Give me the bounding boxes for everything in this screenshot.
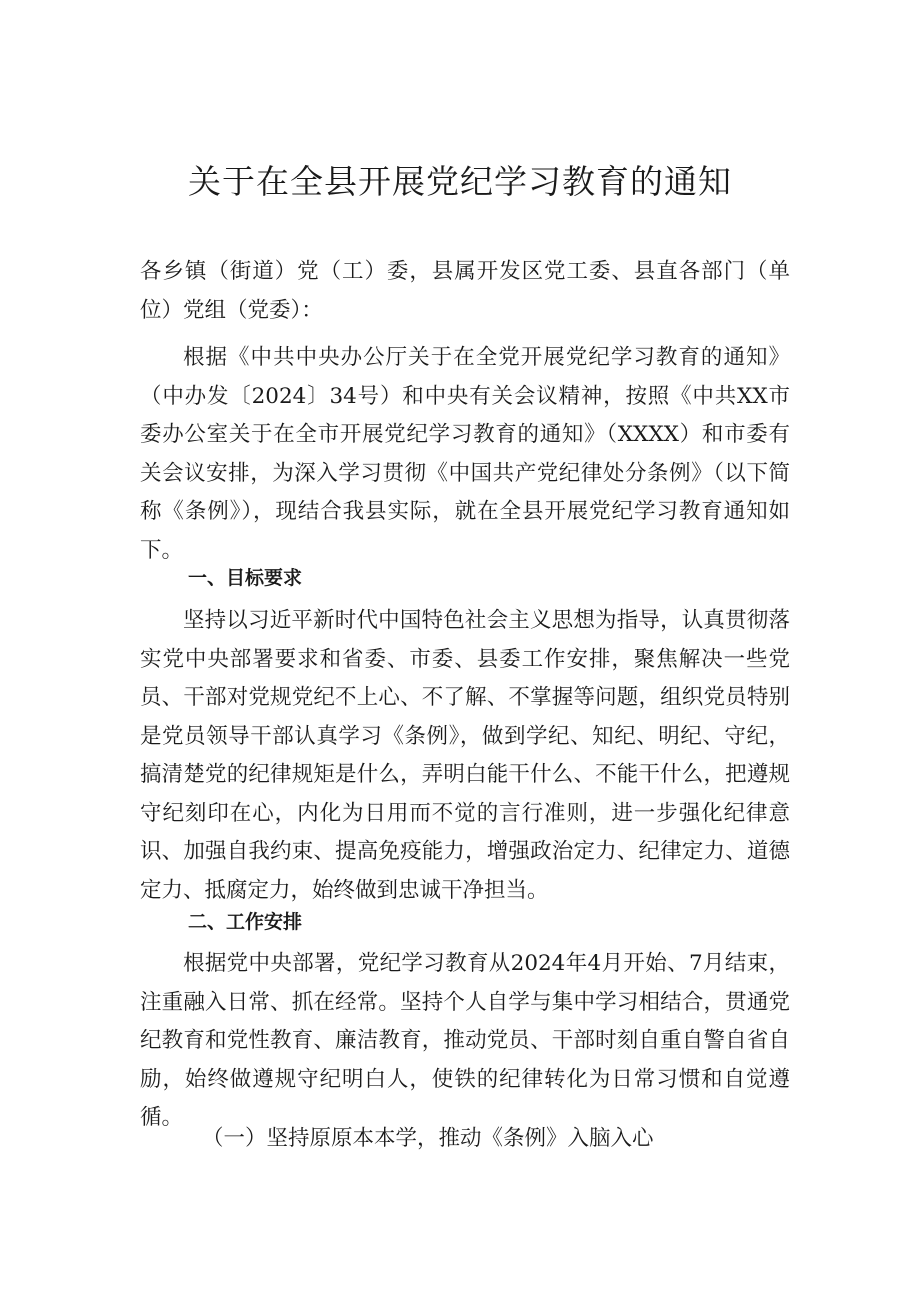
- document-title: 关于在全县开展党纪学习教育的通知: [188, 162, 732, 201]
- work-arrangement-paragraph: 根据党中央部署，党纪学习教育从2024年4月开始、7月结束，注重融入日常、抓在经常。坚持个人自学与集中学习相结合，贯通党纪教育和党性教育、廉洁教育，推动党员、干部时刻自重自警自省自励，始终做遵规守纪明白人，使铁的纪律转化为日常习惯和自觉遵循。: [140, 951, 790, 1130]
- section-heading-goals: 一、目标要求: [188, 567, 303, 589]
- goals-paragraph: 坚持以习近平新时代中国特色社会主义思想为指导，认真贯彻落实党中央部署要求和省委、市委、县委工作安排，聚焦解决一些党员、干部对党规党纪不上心、不了解、不掌握等问题，组织党员特别是党员领导干部认真学习《条例》，做到学纪、知纪、明纪、守纪，搞清楚党的纪律规矩是什么，弄明白能干什么、不能干什么，把遵规守纪刻印在心，内化为日用而不觉的言行准则，进一步强化纪律意识、加强自我约束、提高免疫能力，增强政治定力、纪律定力、道德定力、抵腐定力，始终做到忠诚干净担当。: [140, 608, 790, 903]
- subsection-heading-1: （一）坚持原原本本学，推动《条例》入脑入心: [202, 1126, 654, 1151]
- addressee-paragraph: 各乡镇（街道）党（工）委，县属开发区党工委、县直各部门（单位）党组（党委）：: [140, 259, 790, 323]
- intro-paragraph: 根据《中共中央办公厅关于在全党开展党纪学习教育的通知》（中办发〔2024〕34号）和中央有关会议精神，按照《中共XX市委办公室关于在全市开展党纪学习教育的通知》（XXXX）和市委有关会议安排，为深入学习贯彻《中国共产党纪律处分条例》（以下简称《条例》），现结合我县实际，就在全县开展党纪学习教育通知如下。: [140, 345, 790, 563]
- section-heading-work-arrangement: 二、工作安排: [188, 911, 303, 933]
